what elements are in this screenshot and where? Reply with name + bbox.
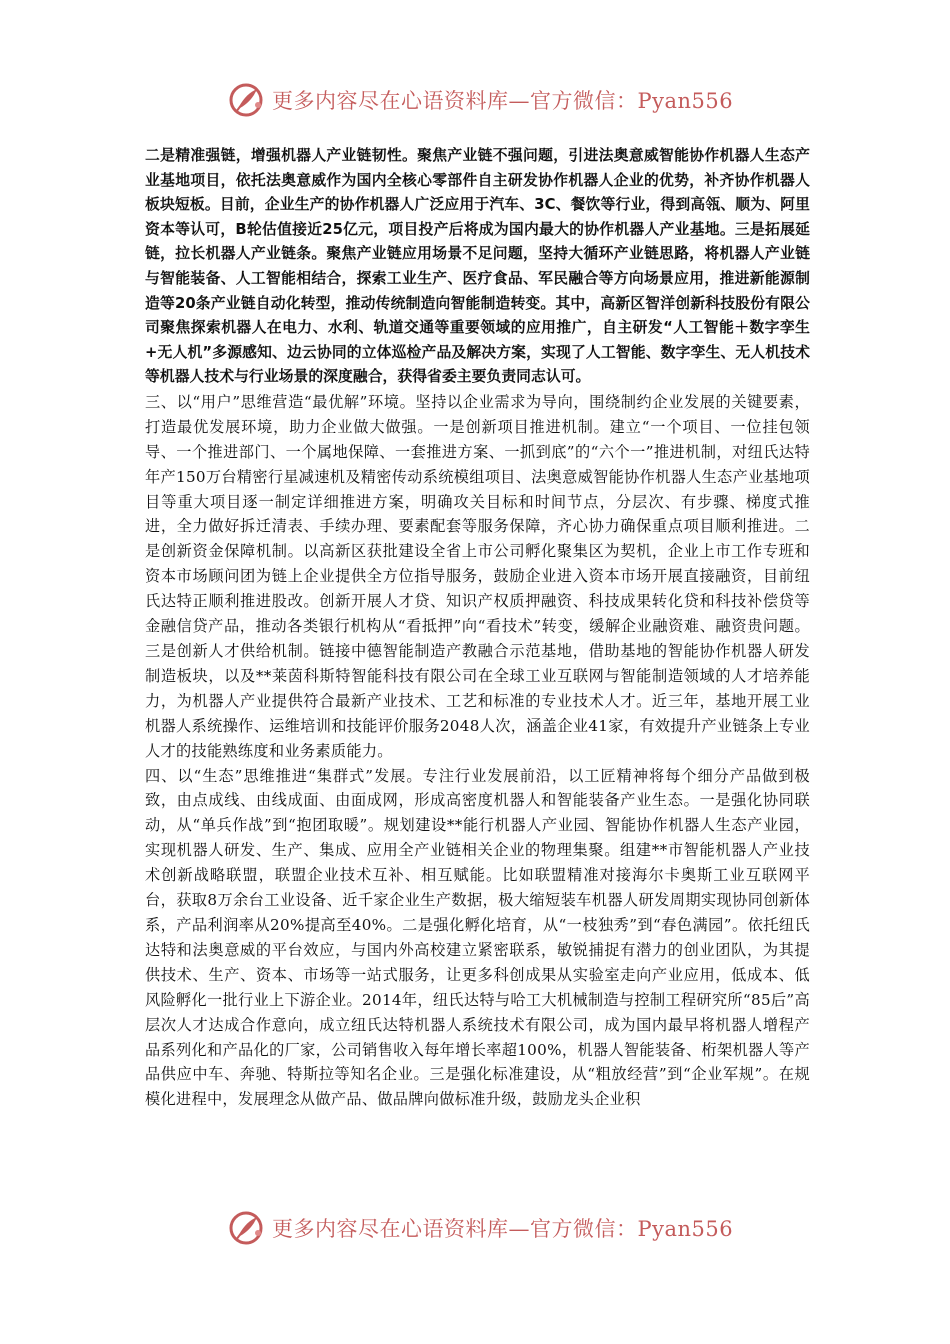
- paragraph-strengthen-chain: 二是精准强链，增强机器人产业链韧性。聚焦产业链不强问题，引进法奥意威智能协作机器人生态产业基地项目，依托法奥意威作为国内全核心零部件自主研发协作机器人企业的优势，补齐协作机器人板块短板。目前，企业生产的协作机器人广泛应用于汽车、3C、餐饮等行业，得到高瓴、顺为、阿里资本等认可，B轮估值接近25亿元，项目投产后将成为国内最大的协作机器人产业基地。三是拓展延链，拉长机器人产业链条。聚焦产业链应用场景不足问题，坚持大循环产业链思路，将机器人产业链与智能装备、人工智能相结合，探索工业生产、医疗食品、军民融合等方向场景应用，推进新能源制造等20条产业链自动化转型，推动传统制造向智能制造转变。其中，高新区智洋创新科技股份有限公司聚焦探索机器人在电力、水利、轨道交通等重要领域的应用推广，自主研发“人工智能＋数字孪生+无人机”多源感知、边云协同的立体巡检产品及解决方案，实现了人工智能、数字孪生、无人机技术等机器人技术与行业场景的深度融合，获得省委主要负责同志认可。: [145, 147, 810, 386]
- document-body: [145, 144, 810, 1112]
- feather-pen-logo-icon: [228, 1210, 264, 1246]
- paragraph-ecosystem-thinking: 四、以“生态”思维推进“集群式”发展。专注行业发展前沿，以工匠精神将每个细分产品做到极致，由点成线、由线成面、由面成网，形成高密度机器人和智能装备产业生态。一是强化协同联动，从“单兵作战”到“抱团取暖”。规划建设**能行机器人产业园、智能协作机器人生态产业园，实现机器人研发、生产、集成、应用全产业链相关企业的物理集聚。组建**市智能机器人产业技术创新战略联盟，联盟企业技术互补、相互赋能。比如联盟精准对接海尔卡奥斯工业互联网平台，获取8万余台工业设备、近千家企业生产数据，极大缩短装车机器人研发周期实现协同创新体系，产品利润率从20%提高至40%。二是强化孵化培育，从“一枝独秀”到“春色满园”。依托纽氏达特和法奥意威的平台效应，与国内外高校建立紧密联系，敏锐捕捉有潜力的创业团队，为其提供技术、生产、资本、市场等一站式服务，让更多科创成果从实验室走向产业应用，低成本、低风险孵化一批行业上下游企业。2014年，纽氏达特与哈工大机械制造与控制工程研究所“85后”高层次人才达成合作意向，成立纽氏达特机器人系统技术有限公司，成为国内最早将机器人增程产品系列化和产品化的厂家，公司销售收入每年增长率超100%，机器人智能装备、桁架机器人等产品供应中车、奔驰、特斯拉等知名企业。三是强化标准建设，从“粗放经营”到“企业军规”。在规模化进程中，发展理念从做产品、做品牌向做标准升级，鼓励龙头企业积: [145, 766, 810, 1109]
- header-banner: [228, 80, 734, 120]
- paragraph-user-thinking: 三、以“用户”思维营造“最优解”环境。坚持以企业需求为导向，围绕制约企业发展的关键要素，打造最优发展环境，助力企业做大做强。一是创新项目推进机制。建立“一个项目、一位挂包领导、一个推进部门、一个属地保障、一套推进方案、一抓到底”的“六个一”推进机制，对纽氏达特年产150万台精密行星减速机及精密传动系统模组项目、法奥意威智能协作机器人生态产业基地项目等重大项目逐一制定详细推进方案，明确攻关目标和时间节点，分层次、有步骤、梯度式推进，全力做好拆迁清表、手续办理、要素配套等服务保障，齐心协力确保重点项目顺利推进。二是创新资金保障机制。以高新区获批建设全省上市公司孵化聚集区为契机，企业上市工作专班和资本市场顾问团为链上企业提供全方位指导服务，鼓励企业进入资本市场开展直接融资，目前纽氏达特正顺利推进股改。创新开展人才贷、知识产权质押融资、科技成果转化贷和科技补偿贷等金融信贷产品，推动各类银行机构从“看抵押”向“看技术”转变，缓解企业融资难、融资贵问题。三是创新人才供给机制。链接中德智能制造产教融合示范基地，借助基地的智能协作机器人研发制造板块，以及**莱茵科斯特智能科技有限公司在全球工业互联网与智能制造领域的人才培养能力，为机器人产业提供符合最新产业技术、工艺和标准的专业技术人才。近三年，基地开展工业机器人系统操作、运维培训和技能评价服务2048人次，涵盖企业41家，有效提升产业链条上专业人才的技能熟练度和业务素质能力。: [145, 392, 810, 760]
- header-banner-text: 更多内容尽在心语资料库—官方微信：Pyan556: [272, 89, 734, 113]
- footer-banner-text: 更多内容尽在心语资料库—官方微信：Pyan556: [272, 1217, 734, 1241]
- footer-banner: [228, 1208, 734, 1248]
- feather-pen-logo-icon: [228, 82, 264, 118]
